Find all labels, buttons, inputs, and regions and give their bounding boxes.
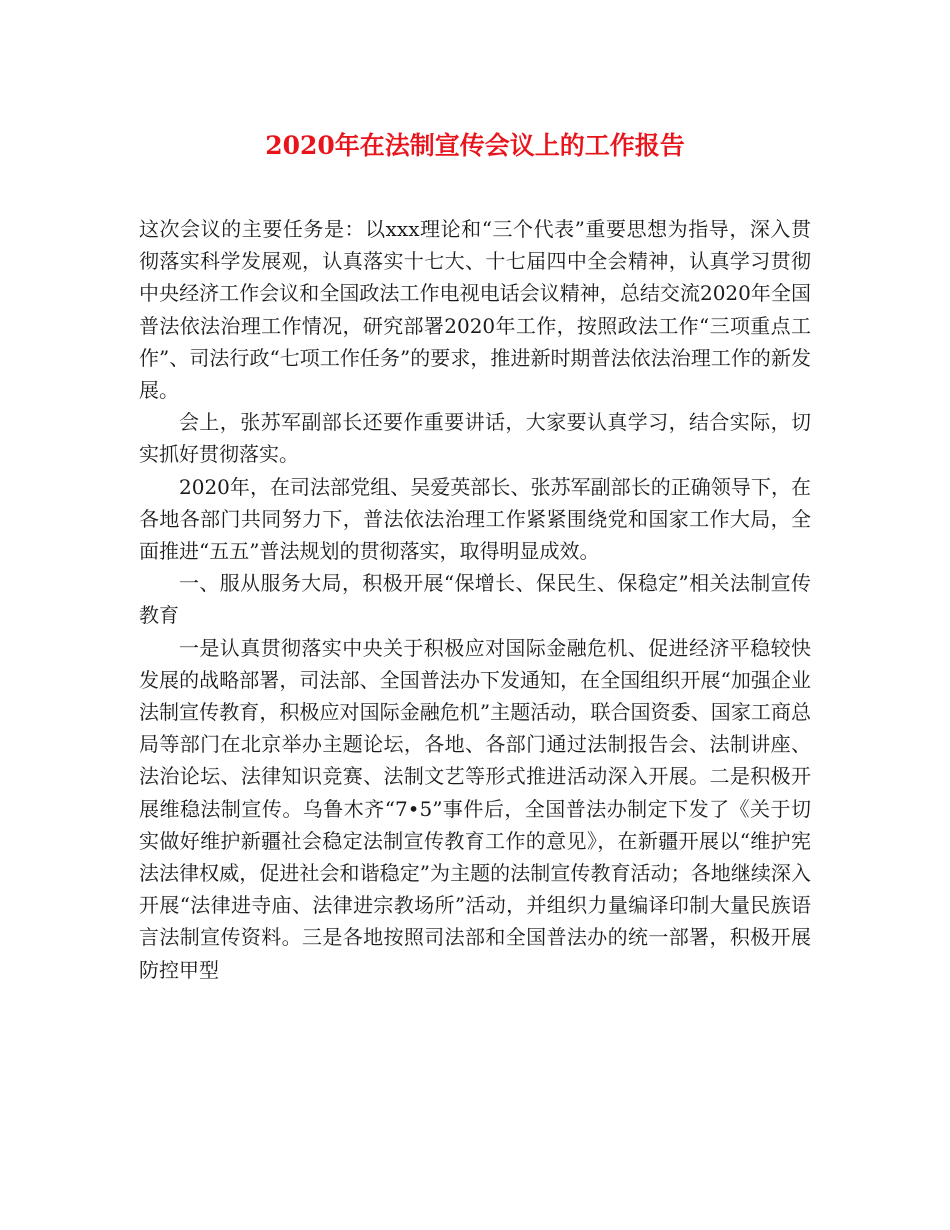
paragraph-section-1-body: 一是认真贯彻落实中央关于积极应对国际金融危机、促进经济平稳较快发展的战略部署，司法部、全国普法办下发通知，在全国组织开展“加强企业法制宣传教育，积极应对国际金融危机”主题活动，联合国资委、国家工商总局等部门在北京举办主题论坛，各地、各部门通过法制报告会、法制讲座、法治论坛、法律知识竞赛、法制文艺等形式推进活动深入开展。二是积极开展维稳法制宣传。乌鲁木齐“7•5”事件后，全国普法办制定下发了《关于切实做好维护新疆社会稳定法制宣传教育工作的意见》，在新疆开展以“维护宪法法律权威，促进社会和谐稳定”为主题的法制宣传教育活动；各地继续深入开展“法律进寺庙、法律进宗教场所”活动，并组织力量编译印制大量民族语言法制宣传资料。三是各地按照司法部和全国普法办的统一部署，积极开展防控甲型 bbox=[139, 635, 811, 982]
section-heading-1: 一、服从服务大局，积极开展“保增长、保民生、保稳定”相关法制宣传教育 bbox=[139, 571, 811, 628]
paragraph-summary-2020: 2020年，在司法部党组、吴爱英部长、张苏军副部长的正确领导下，在各地各部门共同努力下，普法依法治理工作紧紧围绕党和国家工作大局，全面推进“五五”普法规划的贯彻落实，取得明显成效。 bbox=[139, 474, 811, 564]
paragraph-intro: 这次会议的主要任务是：以xxx理论和“三个代表”重要思想为指导，深入贯彻落实科学发展观，认真落实十七大、十七届四中全会精神，认真学习贯彻中央经济工作会议和全国政法工作电视电话会议精神，总结交流2020年全国普法依法治理工作情况，研究部署2020年工作，按照政法工作“三项重点工作”、司法行政“七项工作任务”的要求，推进新时期普法依法治理工作的新发展。 bbox=[139, 217, 811, 403]
document-title: 2020年在法制宣传会议上的工作报告 bbox=[265, 131, 685, 160]
document-body bbox=[139, 213, 811, 986]
paragraph-speech: 会上，张苏军副部长还要作重要讲话，大家要认真学习，结合实际，切实抓好贯彻落实。 bbox=[139, 410, 811, 467]
